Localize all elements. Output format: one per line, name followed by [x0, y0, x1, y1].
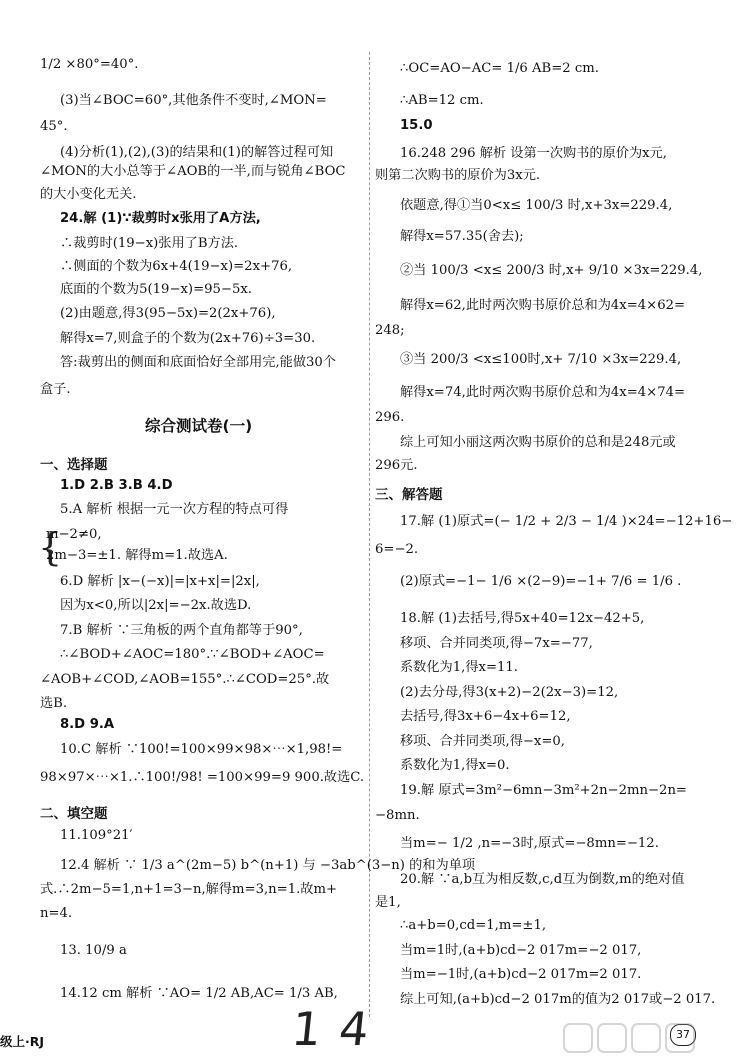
watermark-logo-icon [560, 1018, 730, 1058]
answer-line: 解得x=57.35(舍去); [400, 229, 524, 244]
answer-line: ②当 100/3 <x≤ 200/3 时,x+ 9/10 ×3x=229.4, [400, 263, 703, 278]
answer-line: 去括号,得3x+6−4x+6=12, [400, 709, 571, 724]
answer-line: 移项、合并同类项,得−x=0, [400, 734, 565, 749]
answer-line: 296元. [375, 458, 418, 473]
section-heading: 一、选择题 [40, 457, 108, 473]
section-heading: 二、填空题 [40, 806, 108, 822]
text-line: ∠MON的大小总等于∠AOB的一半,而与锐角∠BOC [40, 164, 346, 179]
answer-line: 8.D 9.A [60, 717, 115, 732]
text-line: 24.解 (1)∵裁剪时x张用了A方法, [60, 211, 261, 226]
answer-line: 1.D 2.B 3.B 4.D [60, 478, 173, 493]
answer-line: 296. [375, 410, 405, 425]
answer-line: 16.248 296 解析 设第一次购书的原价为x元, [400, 146, 667, 161]
text-line: 1/2 ×80°=40°. [40, 57, 139, 72]
answer-line: 式.∴2m−5=1,n+1=3−n,解得m=3,n=1.故m+ [40, 882, 338, 897]
answer-line: ③当 200/3 <x≤100时,x+ 7/10 ×3x=229.4, [400, 352, 682, 367]
answer-line: 5.A 解析 根据一元一次方程的特点可得 [60, 502, 289, 517]
text-line: ∴裁剪时(19−x)张用了B方法. [60, 236, 239, 251]
answer-line: 系数化为1,得x=11. [400, 660, 518, 675]
text-line: 底面的个数为5(19−x)=95−5x. [60, 282, 252, 297]
answer-line: ∴∠BOD+∠AOC=180°.∵∠BOD+∠AOC= [60, 647, 325, 662]
answer-line: 20.解 ∵a,b互为相反数,c,d互为倒数,m的绝对值 [400, 872, 685, 887]
answer-line: ∴a+b=0,cd=1,m=±1, [400, 918, 547, 933]
answer-line: 14.12 cm 解析 ∵AO= 1/2 AB,AC= 1/3 AB, [60, 986, 338, 1001]
text-line: 答:裁剪出的侧面和底面恰好全部用完,能做30个 [60, 355, 336, 370]
answer-line: 12.4 解析 ∵ 1/3 a^(2m−5) b^(n+1) 与 −3ab^(3−n) 的和为单项 [60, 858, 476, 873]
answer-line: 解得x=74,此时两次购书原价总和为4x=4×74= [400, 385, 686, 400]
handwritten-number: 14 [289, 1002, 390, 1056]
answer-line: 当m=1时,(a+b)cd−2 017m=−2 017, [400, 943, 642, 958]
text-line: ∴侧面的个数为6x+4(19−x)=2x+76, [60, 259, 293, 274]
answer-line: 18.解 (1)去括号,得5x+40=12x−42+5, [400, 611, 645, 626]
answer-line: 11.109°21′ [60, 828, 133, 843]
answer-line: ∴OC=AO−AC= 1/6 AB=2 cm. [400, 61, 599, 76]
text-line: 盒子. [40, 382, 71, 397]
answer-line: 10.C 解析 ∵100!=100×99×98×⋯×1,98!= [60, 742, 343, 757]
answer-line: 选B. [40, 696, 68, 711]
answer-line: 15.0 [400, 118, 433, 133]
answer-line: 依题意,得①当0<x≤ 100/3 时,x+3x=229.4, [400, 198, 673, 213]
text-line: (2)由题意,得3(95−5x)=2(2x+76), [60, 306, 276, 321]
answer-line: n=4. [40, 906, 73, 921]
answer-line: ∠AOB+∠COD,∠AOB=155°.∴∠COD=25°.故 [40, 672, 330, 687]
answer-line: 是1, [375, 895, 401, 910]
answer-line: 6.D 解析 |x−(−x)|=|x+x|=|2x|, [60, 574, 260, 589]
answer-line: 移项、合并同类项,得−7x=−77, [400, 636, 593, 651]
answer-line: 综上可知,(a+b)cd−2 017m的值为2 017或−2 017. [400, 992, 716, 1007]
text-line: 的大小变化无关. [40, 187, 137, 202]
answer-line: 17.解 (1)原式=(− 1/2 + 2/3 − 1/4 )×24=−12+16− [400, 514, 733, 529]
answer-line: 6=−2. [375, 542, 419, 557]
text-line: 45°. [40, 119, 68, 134]
answer-line: 则第二次购书的原价为3x元. [375, 168, 541, 183]
page-number-badge: 37 [670, 1024, 696, 1046]
answer-line: 19.解 原式=3m²−6mn−3m²+2n−2mn−2n= [400, 783, 687, 798]
answer-line: 98×97×⋯×1.∴100!/98! =100×99=9 900.故选C. [40, 770, 365, 785]
answer-line: 综上可知小丽这两次购书原价的总和是248元或 [400, 435, 676, 450]
answer-line: 解得x=62,此时两次购书原价总和为4x=4×62= [400, 298, 686, 313]
answer-line: 2m−3=±1. 解得m=1.故选A. [46, 548, 228, 563]
answer-line: −8mn. [375, 808, 420, 823]
answer-line: 7.B 解析 ∵三角板的两个直角都等于90°, [60, 623, 303, 638]
footer-label: 级上·RJ [0, 1034, 45, 1049]
answer-line: 13. 10/9 a [60, 943, 127, 958]
answer-line: 248; [375, 323, 405, 338]
text-line: (3)当∠BOC=60°,其他条件不变时,∠MON= [60, 93, 327, 108]
section-title: 综合测试卷(一) [145, 417, 253, 435]
text-line: (4)分析(1),(2),(3)的结果和(1)的解答过程可知 [60, 145, 334, 160]
answer-line: 当m=− 1/2 ,n=−3时,原式=−8mn=−12. [400, 836, 659, 851]
answer-line: (2)去分母,得3(x+2)−2(2x−3)=12, [400, 685, 619, 700]
answer-line: m−2≠0, [46, 527, 102, 542]
brace-symbol: { [38, 525, 63, 569]
section-heading: 三、解答题 [375, 487, 443, 503]
answer-line: 当m=−1时,(a+b)cd−2 017m=2 017. [400, 967, 642, 982]
text-line: 解得x=7,则盒子的个数为(2x+76)÷3=30. [60, 331, 316, 346]
answer-line: 系数化为1,得x=0. [400, 758, 510, 773]
answer-line: (2)原式=−1− 1/6 ×(2−9)=−1+ 7/6 = 1/6 . [400, 574, 682, 589]
answer-line: ∴AB=12 cm. [400, 93, 484, 108]
answer-line: 因为x<0,所以|2x|=−2x.故选D. [60, 598, 252, 613]
